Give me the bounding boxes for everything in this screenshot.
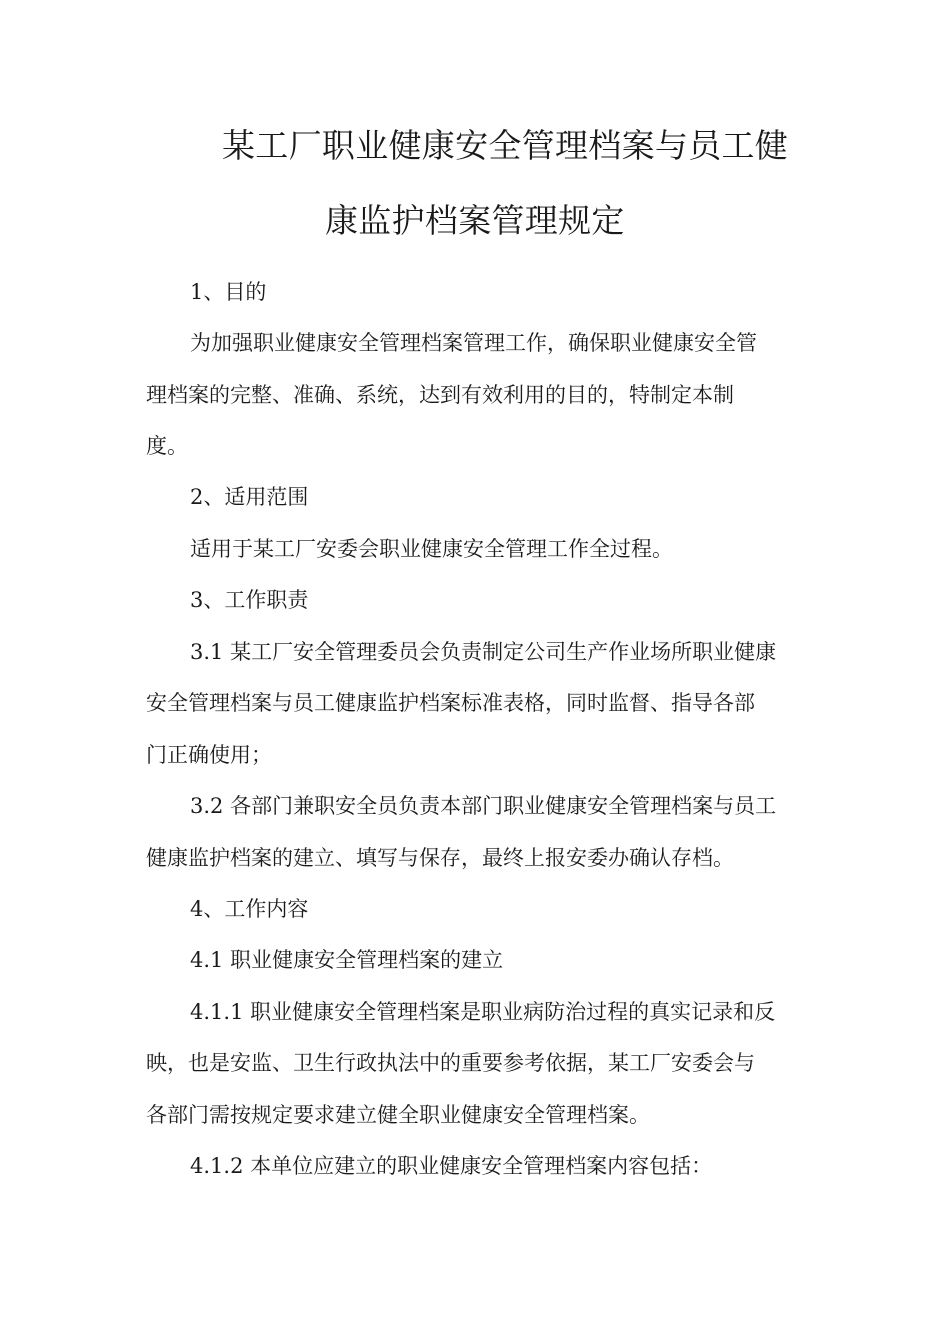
paragraph-line: 映，也是安监、卫生行政执法中的重要参考依据，某工厂安委会与 [146,1051,755,1075]
document-title-line-1: 某工厂职业健康安全管理档案与员工健 [222,126,789,165]
section-heading-content: 4、工作内容 [190,897,309,921]
paragraph-line: 4.1.2 本单位应建立的职业健康安全管理档案内容包括： [190,1154,713,1178]
section-heading-scope: 2、适用范围 [190,485,309,509]
paragraph-line: 为加强职业健康安全管理档案管理工作，确保职业健康安全管 [190,331,757,355]
section-heading-responsibilities: 3、工作职责 [190,588,309,612]
paragraph-line: 度。 [146,434,188,458]
subsection-heading: 4.1 职业健康安全管理档案的建立 [190,948,504,972]
section-heading-purpose: 1、目的 [190,280,267,304]
paragraph-line: 3.2 各部门兼职安全员负责本部门职业健康安全管理档案与员工 [190,794,777,818]
paragraph-line: 理档案的完整、准确、系统，达到有效利用的目的，特制定本制 [146,383,734,407]
paragraph-line: 适用于某工厂安委会职业健康安全管理工作全过程。 [190,537,673,561]
paragraph-line: 各部门需按规定要求建立健全职业健康安全管理档案。 [146,1103,650,1127]
paragraph-line: 健康监护档案的建立、填写与保存，最终上报安委办确认存档。 [146,846,734,870]
paragraph-line: 3.1 某工厂安全管理委员会负责制定公司生产作业场所职业健康 [190,640,777,664]
document-title-line-2: 康监护档案管理规定 [325,201,625,240]
paragraph-line: 安全管理档案与员工健康监护档案标准表格，同时监督、指导各部 [146,691,755,715]
paragraph-line: 4.1.1 职业健康安全管理档案是职业病防治过程的真实记录和反 [190,1000,776,1024]
paragraph-line: 门正确使用； [146,743,272,767]
